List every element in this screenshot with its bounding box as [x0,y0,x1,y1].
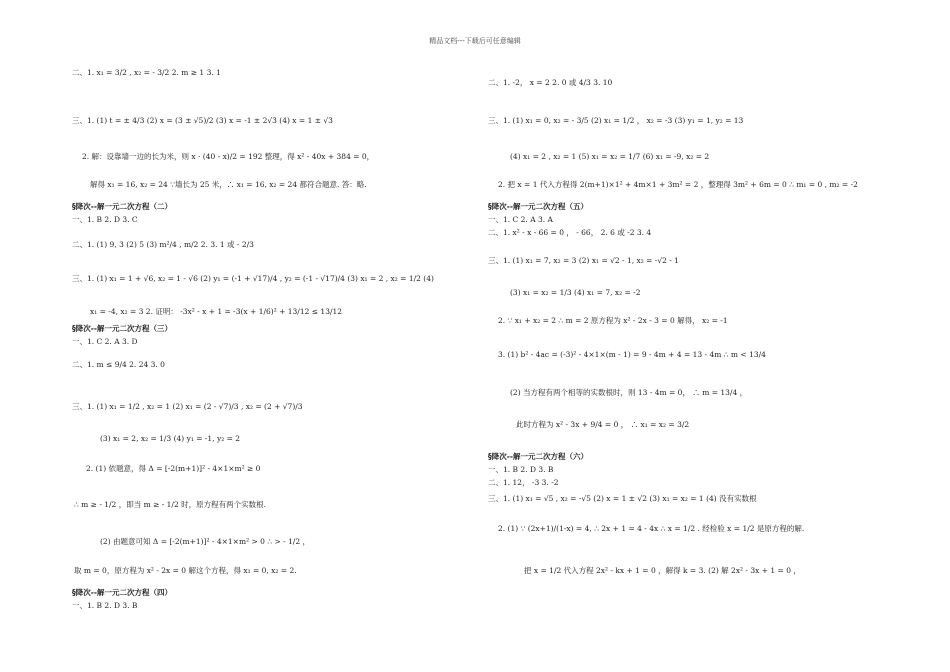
answer-line: (2) 由题意可知 Δ = [-2(m+1)]² - 4×1×m² > 0 ∴ > - 1/2 ， [100,537,310,546]
answer-line: 三、1. (1) x₁ = √5 , x₂ = -√5 (2) x = 1 ± √2 (3) x₁ = x₂ = 1 (4) 没有实数根 [488,494,757,503]
answer-line: (3) x₁ = x₂ = 1/3 (4) x₁ = 7, x₂ = -2 [510,288,641,297]
answer-line: 二、1. x₁ = 3/2 , x₂ = - 3/2 2. m ≥ 1 3. 1 [72,68,221,77]
answer-line: 二、1. x² - x - 66 = 0 ， - 66， 2. 6 或 -2 3. 4 [488,228,652,237]
section-heading: §降次--解一元二次方程（三） [72,324,172,333]
answer-line: 2. ∵ x₁ + x₂ = 2 ∴ m = 2 原方程为 x² - 2x - 3 = 0 解得， x₂ = -1 [498,316,728,325]
answer-line: 2. (1) 依题意，得 Δ = [-2(m+1)]² - 4×1×m² ≥ 0 [86,464,261,473]
answer-line: 一、1. C 2. A 3. A [488,215,553,224]
answer-line: (3) x₁ = 2, x₂ = 1/3 (4) y₁ = -1, y₂ = 2 [100,434,241,443]
answer-line: 一、1. B 2. D 3. B [488,465,554,474]
answer-line: 三、1. (1) t = ± 4/3 (2) x = (3 ± √5)/2 (3) x = -1 ± 2√3 (4) x = 1 ± √3 [72,116,333,125]
answer-line: 三、1. (1) x₁ = 1 + √6, x₂ = 1 - √6 (2) y₁ = (-1 + √17)/4 , y₂ = (-1 - √17)/4 (3) x₁ = 2 , x₂ = 1/2 (4) [72,274,434,283]
answer-line: 2. 把 x = 1 代入方程得 2(m+1)×1² + 4m×1 + 3m² = 2 ，整理得 3m² + 6m = 0 ∴ m₁ = 0 , m₂ = -2 [498,180,858,189]
answer-line: 二、1. (1) 9, 3 (2) 5 (3) m²/4 , m/2 2. 3. 1 或 - 2/3 [72,240,254,249]
answer-line: 一、1. C 2. A 3. D [72,337,138,346]
answer-line: 三、1. (1) x₁ = 7, x₂ = 3 (2) x₁ = √2 - 1, x₂ = -√2 - 1 [488,256,679,265]
answer-line: (4) x₁ = 2 , x₂ = 1 (5) x₁ = x₂ = 1/7 (6) x₁ = -9, x₂ = 2 [510,152,710,161]
page-header: 精品文档---下载后可任意编辑 [429,37,521,45]
answer-line: 二、1. m ≤ 9/4 2. 24 3. 0 [72,360,165,369]
answer-line: (2) 当方程有两个相等的实数根时，则 13 - 4m = 0， ∴ m = 13/4 ， [510,388,748,397]
answer-line: 此时方程为 x² - 3x + 9/4 = 0 ， ∴ x₁ = x₂ = 3/2 [516,420,690,429]
section-heading: §降次--解一元二次方程（五） [488,202,588,211]
answer-line: 2. 解：设靠墙一边的长为米，则 x · (40 - x)/2 = 192 整理，得 x² - 40x + 384 = 0， [82,152,375,161]
answer-line: 解得 x₁ = 16, x₂ = 24 ∵墙长为 25 米，∴ x₁ = 16, x₂ = 24 都符合题意. 答：略. [90,180,367,189]
answer-line: 3. (1) b² - 4ac = (-3)² - 4×1×(m - 1) = 9 - 4m + 4 = 13 - 4m ∴ m < 13/4 [498,350,766,359]
answer-line: x₁ = -4, x₂ = 3 2. 证明： -3x² - x + 1 = -3(x + 1/6)² + 13/12 ≤ 13/12 [90,307,343,316]
answer-line: 一、1. B 2. D 3. B [72,601,138,610]
answer-line: 把 x = 1/2 代入方程 2x² - kx + 1 = 0 ，解得 k = 3. (2) 解 2x² - 3x + 1 = 0 ， [524,566,801,575]
answer-line: 取 m = 0，原方程为 x² - 2x = 0 解这个方程，得 x₁ = 0, x₂ = 2. [74,566,297,575]
section-heading: §降次--解一元二次方程（六） [488,452,588,461]
answer-line: ∴ m ≥ - 1/2 ，即当 m ≥ - 1/2 时，原方程有两个实数根. [74,500,266,509]
answer-line: 二、1. -2， x = 2 2. 0 或 4/3 3. 10 [488,78,613,87]
answer-line: 三、1. (1) x₁ = 1/2 , x₂ = 1 (2) x₁ = (2 - √7)/3 , x₂ = (2 + √7)/3 [72,402,303,411]
answer-line: 三、1. (1) x₁ = 0, x₂ = - 3/5 (2) x₁ = 1/2 ， x₂ = -3 (3) y₁ = 1, y₂ = 13 [488,116,744,125]
section-heading: §降次--解一元二次方程（二） [72,202,172,211]
answer-line: 二、1. 12， -3 3. -2 [488,478,559,487]
section-heading: §降次--解一元二次方程（四） [72,588,172,597]
answer-line: 一、1. B 2. D 3. C [72,215,138,224]
answer-line: 2. (1) ∵ (2x+1)/(1-x) = 4, ∴ 2x + 1 = 4 - 4x ∴ x = 1/2 . 经检验 x = 1/2 是原方程的解. [498,524,805,533]
